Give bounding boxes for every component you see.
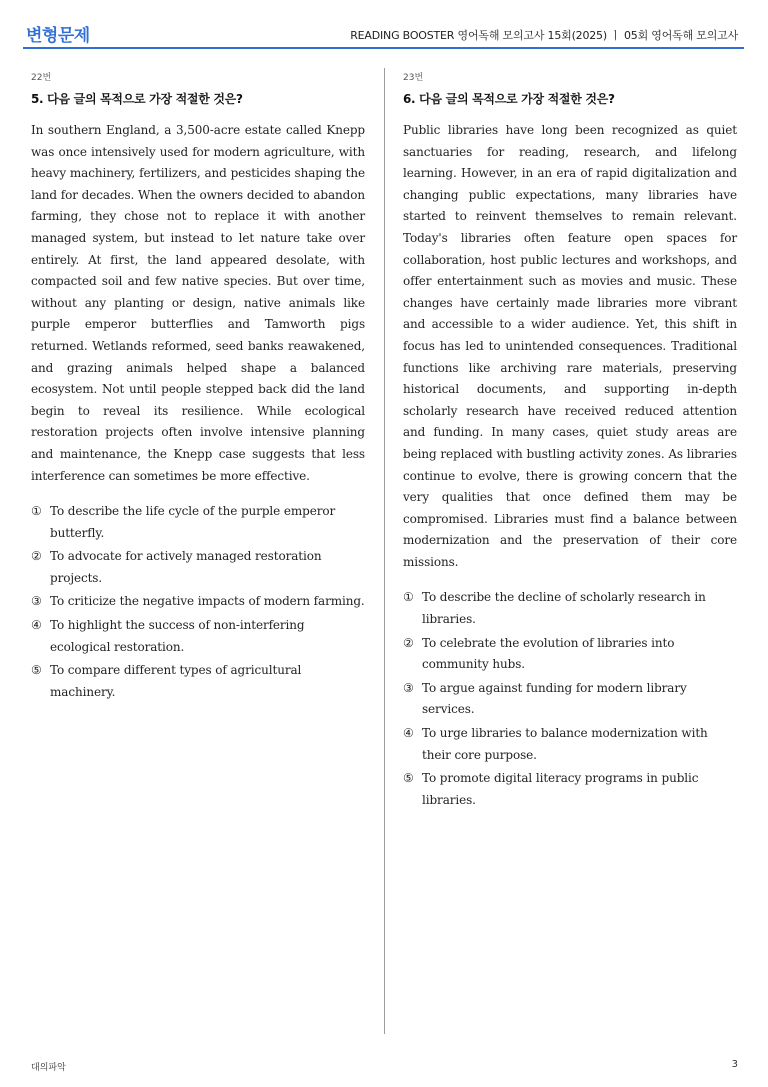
answer-choices	[403, 587, 737, 811]
choice-text: To highlight the success of non-interfering ecological restoration.	[50, 618, 305, 654]
choice-number: ③	[31, 594, 42, 609]
answer-choice-2[interactable]	[31, 546, 365, 589]
answer-choices	[31, 501, 365, 703]
answer-choice-4[interactable]	[403, 723, 737, 766]
choice-number: ①	[403, 590, 414, 605]
choice-number: ②	[403, 635, 414, 650]
answer-choice-1[interactable]	[403, 587, 737, 630]
page-number: 3	[731, 1059, 738, 1070]
answer-choice-5[interactable]	[31, 660, 365, 703]
question-title: 6. 다음 글의 목적으로 가장 적절한 것은?	[403, 92, 615, 106]
choice-text: To promote digital literacy programs in public libraries.	[422, 771, 699, 807]
choice-number: ⑤	[403, 771, 414, 786]
choice-number: ⑤	[31, 663, 42, 678]
choice-text: To advocate for actively managed restoration projects.	[50, 549, 322, 585]
choice-text: To criticize the negative impacts of modern farming.	[50, 594, 365, 609]
choice-text: To argue against funding for modern library services.	[422, 680, 687, 717]
choice-number: ①	[31, 504, 42, 519]
question-passage: In southern England, a 3,500-acre estate called Knepp was once intensively used for modern agriculture, with heavy machinery, fertilizers, and pesticides shaping the land for decades. When the owners decided to abandon farming, they chose not to replace it with another managed system, but instead to let nature take over entirely. At first, the land appeared desolate, with compacted soil and few native species. But over time, without any planting or design, native animals like purple emperor butterflies and Tamworth pigs returned. Wetlands reformed, seed banks reawakened, and grazing animals helped shape a balanced ecosystem. Not until people stepped back did the land begin to reveal its resilience. While ecological restoration projects often involve intensive planning and maintenance, the Knepp case suggests that less interference can sometimes be more effective.	[31, 123, 365, 483]
answer-choice-5[interactable]	[403, 768, 737, 811]
choice-text: To celebrate the evolution of libraries into community hubs.	[422, 635, 675, 672]
footer-section-label: 대의파악	[31, 1063, 66, 1073]
answer-choice-1[interactable]	[31, 501, 365, 544]
choice-text: To describe the life cycle of the purple emperor butterfly.	[50, 504, 336, 540]
question-number-label: 22번	[31, 73, 52, 83]
answer-choice-4[interactable]	[31, 615, 365, 658]
answer-choice-3[interactable]	[31, 591, 365, 613]
choice-text: To describe the decline of scholarly research in libraries.	[422, 590, 706, 627]
answer-choice-3[interactable]	[403, 678, 737, 721]
page-header	[26, 20, 744, 50]
question-title: 5. 다음 글의 목적으로 가장 적절한 것은?	[31, 92, 243, 106]
question-22	[31, 70, 365, 705]
choice-number: ④	[31, 618, 42, 633]
choice-text: To urge libraries to balance modernization with their core purpose.	[422, 726, 708, 762]
choice-number: ②	[31, 549, 42, 564]
choice-number: ③	[403, 680, 414, 695]
header-subtitle: READING BOOSTER 영어독해 모의고사 15회(2025) ㅣ 05회 영어독해 모의고사	[350, 29, 738, 42]
header-title: 변형문제	[26, 26, 90, 46]
header-rule	[23, 47, 744, 49]
choice-text: To compare different types of agricultural machinery.	[50, 663, 302, 699]
question-23	[403, 70, 737, 813]
choice-number: ④	[403, 726, 414, 741]
answer-choice-2[interactable]	[403, 633, 737, 676]
question-number-label: 23번	[403, 73, 424, 83]
column-divider	[384, 68, 385, 1034]
question-passage: Public libraries have long been recognized as quiet sanctuaries for reading, research, and lifelong learning. However, in an era of rapid digitalization and changing public expectations, many libraries have started to reinvent themselves to remain relevant. Today's libraries often feature open spaces for collaboration, host public lectures and workshops, and offer entertainment such as movies and music. These changes have certainly made libraries more vibrant and accessible to a wider audience. Yet, this shift in focus has led to unintended consequences. Traditional functions like archiving rare materials, preserving historical documents, and supporting in-depth scholarly research have received reduced attention and funding. In many cases, quiet study areas are being replaced with bustling activity zones. As libraries continue to evolve, there is growing concern that the very qualities that once defined them may be compromised. Libraries must find a balance between modernization and the preservation of their core missions.	[403, 123, 737, 569]
